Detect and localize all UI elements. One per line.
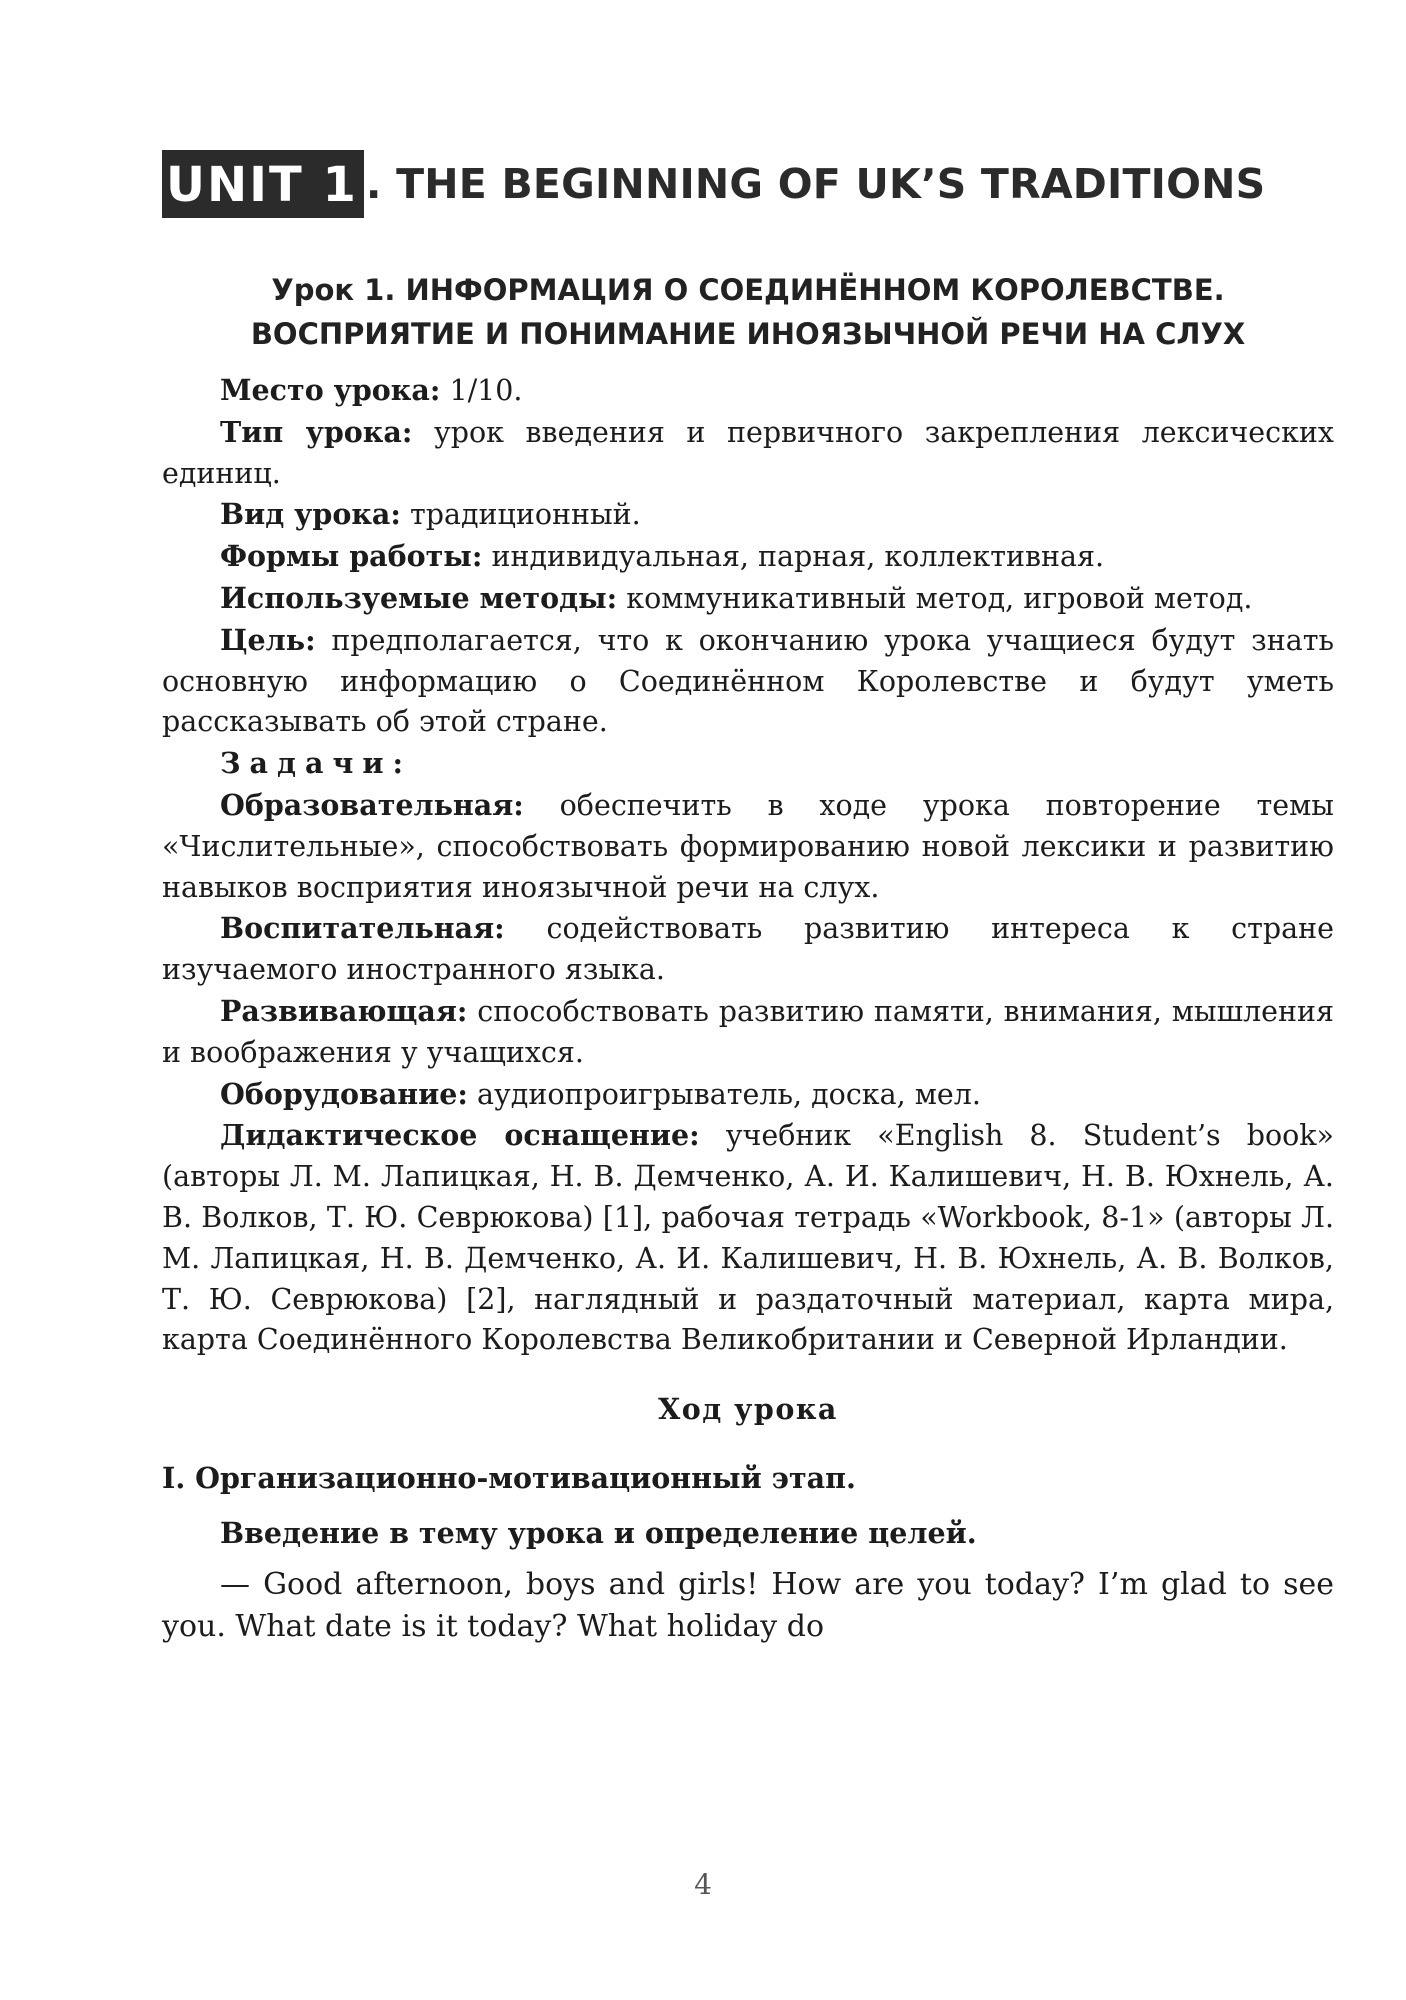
field-place [162, 370, 1334, 412]
lesson-title-line-1: Урок 1. ИНФОРМАЦИЯ О СОЕДИНЁННОМ КОРОЛЕВСТВЕ. [271, 273, 1225, 307]
unit-badge: UNIT 1 [162, 150, 364, 218]
unit-title: . THE BEGINNING OF UK’S TRADITIONS [365, 160, 1266, 208]
field-value: 1/10. [449, 374, 523, 407]
field-label: Формы работы: [220, 539, 483, 574]
field-kind [162, 494, 1334, 536]
field-educational [162, 785, 1334, 908]
field-equipment [162, 1074, 1334, 1116]
field-label: Тип урока: [220, 414, 413, 449]
lesson-title [162, 268, 1334, 356]
field-value: способствовать развитию памяти, внимания, мышления и воображения у учащихся. [162, 994, 1335, 1069]
field-value: коммуникативный метод, игровой метод. [626, 581, 1253, 615]
field-value: учебник «English 8. Student’s book» (авторы Л. М. Лапицкая, Н. В. Демченко, А. И. Калишевич, Н. В. Юхнель, А. В. Волков, Т. Ю. Севрюкова) [1], рабочая тетрадь «Workbook, 8-1» (авторы Л. М. Лапицкая, Н. В. Демченко, А. И. Калишевич, Н. В. Юхнель, А. В. Волков, Т. Ю. Севрюкова) [2], наглядный и раздаточный материал, карта мира, карта Соединённого Королевства Великобритании и Северной Ирландии. [162, 1119, 1334, 1357]
field-label: Используемые методы: [220, 580, 618, 615]
tasks-heading [162, 743, 1334, 785]
field-label: Воспитательная: [220, 911, 505, 946]
field-upbringing [162, 908, 1334, 991]
field-label: Дидактическое оснащение: [220, 1118, 700, 1153]
field-methods [162, 578, 1334, 620]
dialogue-text: — Good afternoon, boys and girls! How are you today? I’m glad to see you. What date is it today? What holiday do [162, 1566, 1334, 1644]
page-content [162, 150, 1334, 1648]
field-label: Место урока: [220, 373, 441, 407]
field-value: содействовать развитию интереса к стране изучаемого иностранного языка. [162, 912, 1334, 987]
stage-heading: I. Организационно-мотивационный этап. [162, 1460, 856, 1495]
field-label: Образовательная: [220, 787, 524, 822]
field-type [162, 412, 1334, 495]
field-label: Развивающая: [220, 993, 468, 1028]
field-label: Вид урока: [220, 497, 401, 532]
lesson-info [162, 370, 1334, 1648]
field-didactic [162, 1115, 1334, 1361]
course-heading: Ход урока [658, 1392, 838, 1427]
field-forms [162, 536, 1334, 578]
lesson-title-line-2: ВОСПРИЯТИЕ И ПОНИМАНИЕ ИНОЯЗЫЧНОЙ РЕЧИ НА СЛУХ [250, 317, 1246, 351]
field-value: предполагается, что к окончанию урока учащиеся будут знать основную информацию о Соединённом Королевстве и будут уметь рассказывать об этой стране. [162, 623, 1334, 739]
unit-heading [162, 150, 1334, 218]
field-label: Цель: [220, 622, 316, 657]
tasks-label: Задачи: [220, 746, 413, 781]
field-value: аудиопроигрыватель, доска, мел. [477, 1077, 981, 1111]
field-value: обеспечить в ходе урока повторение темы «Числительные», способствовать формированию новой лексики и развитию навыков восприятия иноязычной речи на слух. [162, 788, 1334, 904]
field-value: традиционный. [409, 498, 641, 532]
field-developing [162, 991, 1334, 1074]
field-goal [162, 620, 1334, 743]
stage-subtitle: Введение в тему урока и определение целей. [220, 1515, 977, 1550]
field-label: Оборудование: [220, 1076, 468, 1111]
field-value: урок введения и первичного закрепления лексических единиц. [162, 415, 1334, 490]
page-number: 4 [694, 1868, 712, 1901]
field-value: индивидуальная, парная, коллективная. [491, 540, 1105, 574]
